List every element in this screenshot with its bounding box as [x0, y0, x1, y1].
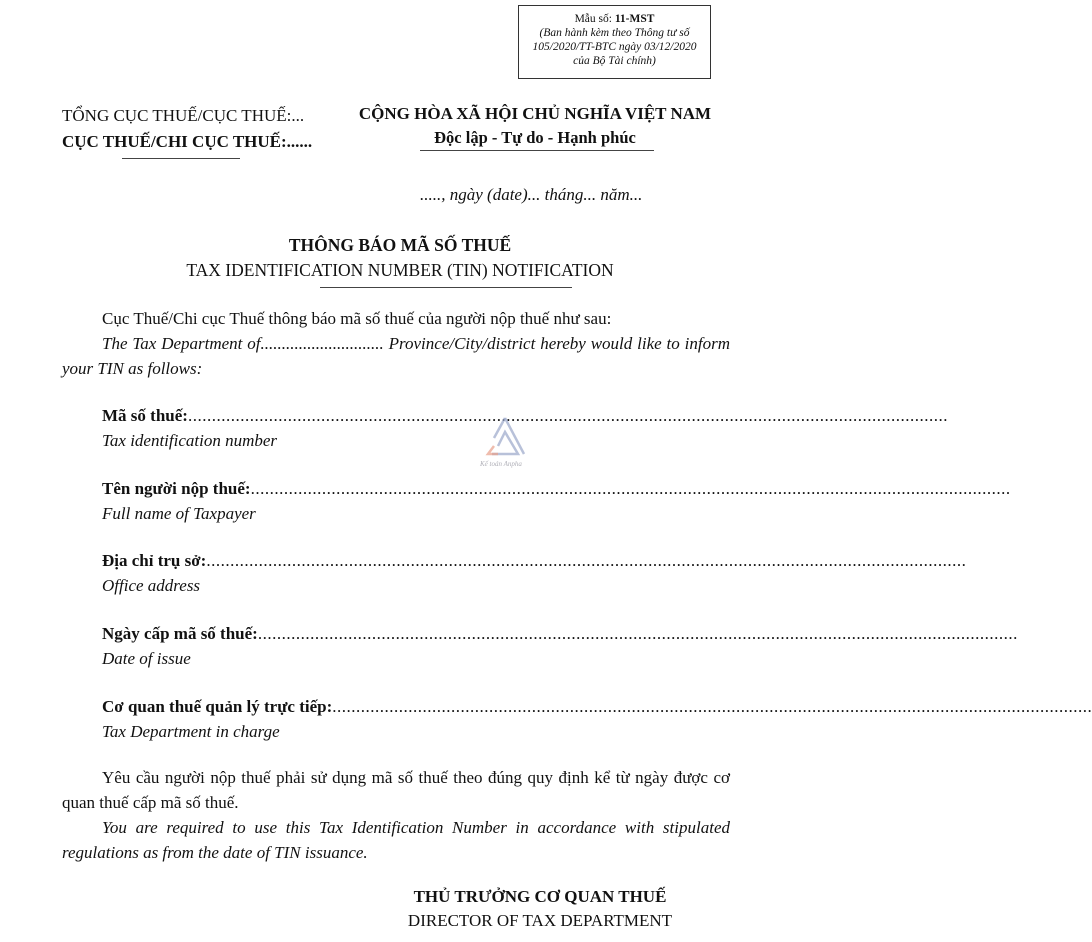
title-underline — [320, 287, 572, 288]
field-taxpayer-name — [102, 476, 1011, 526]
date-line: ....., ngày (date)... tháng... năm... — [420, 185, 643, 204]
fill-in-dots[interactable]: ................................................................................................................................................................ — [250, 479, 1011, 498]
intro-paragraph — [62, 306, 730, 381]
field-label-vn: Cơ quan thuế quản lý trực tiếp: — [102, 697, 333, 716]
form-code-label: Mẫu số: — [574, 13, 615, 25]
signatory-title-en: DIRECTOR OF TAX DEPARTMENT — [407, 911, 673, 930]
field-label-vn: Tên người nộp thuế: — [102, 479, 251, 498]
requirement-en: You are required to use this Tax Identification Number in accordance with stipulated regulations as from the date of TIN issuance. — [62, 818, 730, 862]
authority-underline — [122, 158, 240, 159]
tax-department: CỤC THUẾ/CHI CỤC THUẾ:...... — [62, 132, 313, 151]
form-issuance-line-2: 105/2020/TT-BTC ngày 03/12/2020 — [532, 41, 697, 53]
field-label-en: Office address — [102, 576, 201, 595]
title-en: TAX IDENTIFICATION NUMBER (TIN) NOTIFICATION — [186, 260, 614, 280]
nation-name: CỘNG HÒA XÃ HỘI CHỦ NGHĨA VIỆT NAM — [358, 104, 712, 123]
form-issuance-line-1: (Ban hành kèm theo Thông tư số — [539, 27, 690, 39]
field-label-en: Date of issue — [102, 649, 191, 668]
intro-en: The Tax Department of............................. Province/City/district hereby would like to inform your TIN as follows: — [62, 334, 730, 378]
field-label-vn: Ngày cấp mã số thuế: — [102, 624, 258, 643]
field-office-address — [102, 548, 967, 598]
form-issuance-line-3: của Bộ Tài chính) — [573, 55, 656, 67]
field-tax-department-in-charge — [102, 694, 1092, 744]
triangle-logo-icon — [480, 410, 530, 470]
signature-block — [385, 885, 695, 933]
field-label-en: Tax Department in charge — [102, 722, 280, 741]
watermark-logo — [480, 410, 530, 470]
signatory-title-vn: THỦ TRƯỞNG CƠ QUAN THUẾ — [413, 887, 667, 906]
issuing-authority-header — [62, 103, 312, 155]
national-header — [330, 102, 740, 150]
requirement-vn: Yêu cầu người nộp thuế phải sử dụng mã số thuế theo đúng quy định kể từ ngày được cơ quan thuế cấp mã số thuế. — [62, 768, 730, 812]
field-label-en: Full name of Taxpayer — [102, 504, 256, 523]
intro-vn: Cục Thuế/Chi cục Thuế thông báo mã số thuế của người nộp thuế như sau: — [102, 309, 612, 328]
fill-in-dots[interactable]: ................................................................................................................................................................ — [257, 624, 1018, 643]
requirement-paragraph — [62, 765, 730, 865]
title-vn: THÔNG BÁO MÃ SỐ THUẾ — [288, 235, 512, 255]
form-number-box — [518, 5, 711, 79]
field-date-of-issue — [102, 621, 1018, 671]
field-label-vn: Địa chỉ trụ sở: — [102, 551, 207, 570]
general-tax-department: TỔNG CỤC THUẾ/CỤC THUẾ:... — [62, 106, 305, 125]
motto-underline — [420, 150, 654, 151]
watermark-text: Kế toán Anpha — [480, 460, 522, 468]
fill-in-dots[interactable]: ................................................................................................................................................................ — [332, 697, 1092, 716]
field-label-vn: Mã số thuế: — [102, 406, 188, 425]
form-code: 11-MST — [614, 13, 655, 25]
field-label-en: Tax identification number — [102, 431, 278, 450]
document-title — [100, 232, 700, 282]
field-tin — [102, 403, 948, 453]
fill-in-dots[interactable]: ................................................................................................................................................................ — [206, 551, 967, 570]
fill-in-dots[interactable]: ................................................................................................................................................................ — [187, 406, 948, 425]
national-motto: Độc lập - Tự do - Hạnh phúc — [434, 128, 636, 147]
